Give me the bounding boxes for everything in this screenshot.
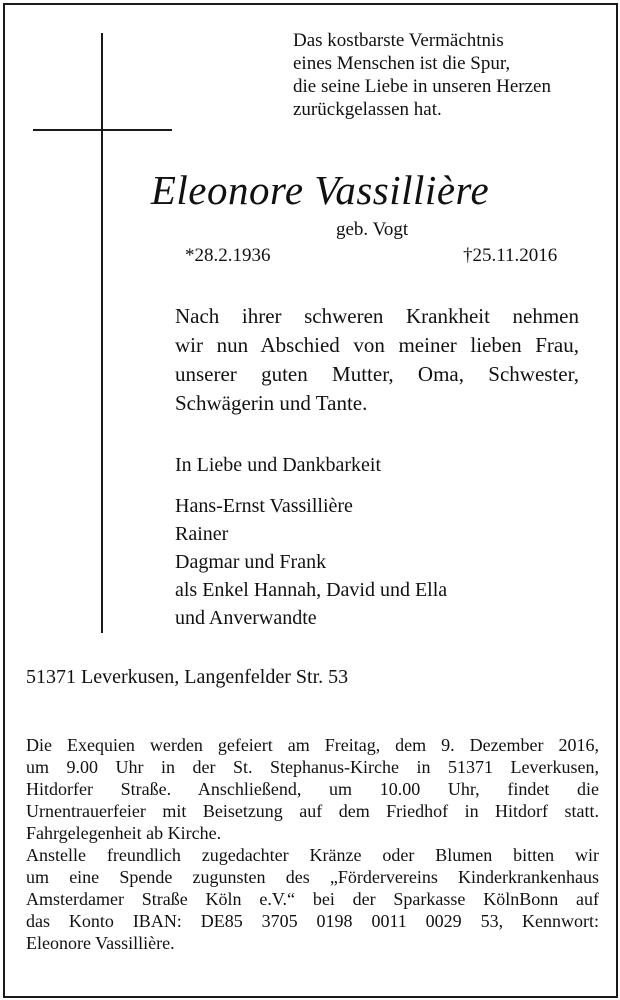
motto-quote: [293, 29, 551, 121]
cross-vertical-bar: [101, 33, 103, 633]
notice-line: Die Exequien werden gefeiert am Freitag, dem 9. Dezember 2016,: [26, 735, 599, 755]
notice-line: um eine Spende zugunsten des „Fördervereins Kinderkrankenhaus: [26, 867, 599, 887]
motto-line: die seine Liebe in unseren Herzen: [293, 76, 551, 97]
message-line: Schwägerin und Tante.: [175, 391, 368, 415]
notice-line: Fahrgelegenheit ab Kirche.: [26, 823, 222, 843]
motto-line: Das kostbarste Vermächtnis: [293, 30, 504, 51]
death-date: †25.11.2016: [463, 245, 558, 266]
message-line: unserer guten Mutter, Oma, Schwester,: [175, 362, 579, 386]
farewell-message: [175, 302, 579, 418]
message-line: wir nun Abschied von meiner lieben Frau,: [175, 333, 579, 357]
notice-line: Hitdorfer Straße. Anschließend, um 10.00 Uhr, findet die: [26, 779, 599, 799]
mourner-name: und Anverwandte: [175, 607, 317, 629]
message-line: Nach ihrer schweren Krankheit nehmen: [175, 304, 579, 328]
mourner-name: als Enkel Hannah, David und Ella: [175, 579, 448, 601]
funeral-notice: [26, 734, 599, 954]
notice-line: Eleonore Vassillière.: [26, 933, 175, 953]
notice-line: um 9.00 Uhr in der St. Stephanus-Kirche in 51371 Leverkusen,: [26, 757, 599, 777]
cross-horizontal-bar: [33, 129, 172, 131]
maiden-name: geb. Vogt: [336, 219, 409, 240]
motto-line: eines Menschen ist die Spur,: [293, 53, 511, 74]
mourner-name: Rainer: [175, 523, 229, 545]
notice-line: Anstelle freundlich zugedachter Kränze oder Blumen bitten wir: [26, 845, 599, 865]
birth-date: *28.2.1936: [185, 245, 271, 266]
notice-line: das Konto IBAN: DE85 3705 0198 0011 0029 53, Kennwort:: [26, 911, 599, 931]
mourner-name: Hans-Ernst Vassillière: [175, 495, 353, 517]
deceased-name: Eleonore Vassillière: [150, 167, 490, 213]
thanks-line: In Liebe und Dankbarkeit: [175, 454, 382, 476]
motto-line: zurückgelassen hat.: [293, 99, 442, 120]
family-address: 51371 Leverkusen, Langenfelder Str. 53: [26, 666, 349, 688]
notice-line: Urnentrauerfeier mit Beisetzung auf dem Friedhof in Hitdorf statt.: [26, 801, 599, 821]
notice-line: Amsterdamer Straße Köln e.V.“ bei der Sparkasse KölnBonn auf: [26, 889, 599, 909]
mourners-list: [175, 492, 447, 632]
mourner-name: Dagmar und Frank: [175, 551, 327, 573]
